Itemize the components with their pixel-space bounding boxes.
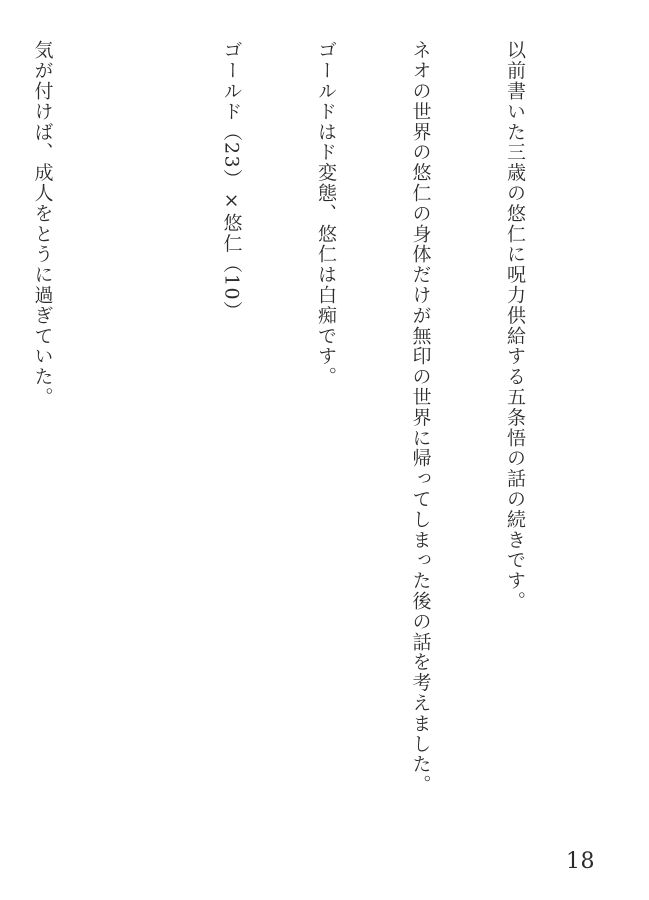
page-number: 18 — [566, 849, 595, 874]
intro-line-1: 以前書いた三歳の悠仁に呪力供給する五条悟の話の続きです。 — [504, 40, 526, 612]
vertical-text-block — [0, 40, 593, 840]
intro-line-4: ゴールド（23）×悠仁（10） — [220, 40, 243, 322]
body-line-1: 気が付けば、成人をとうに過ぎていた。 — [31, 40, 54, 408]
section-gap — [121, 40, 153, 840]
intro-line-3: ゴールドはド変態、悠仁は白痴です。 — [315, 40, 337, 387]
intro-line-2: ネオの世界の悠仁の身体だけが無印の世界に帰ってしまった後の話を考えました。 — [409, 40, 432, 795]
